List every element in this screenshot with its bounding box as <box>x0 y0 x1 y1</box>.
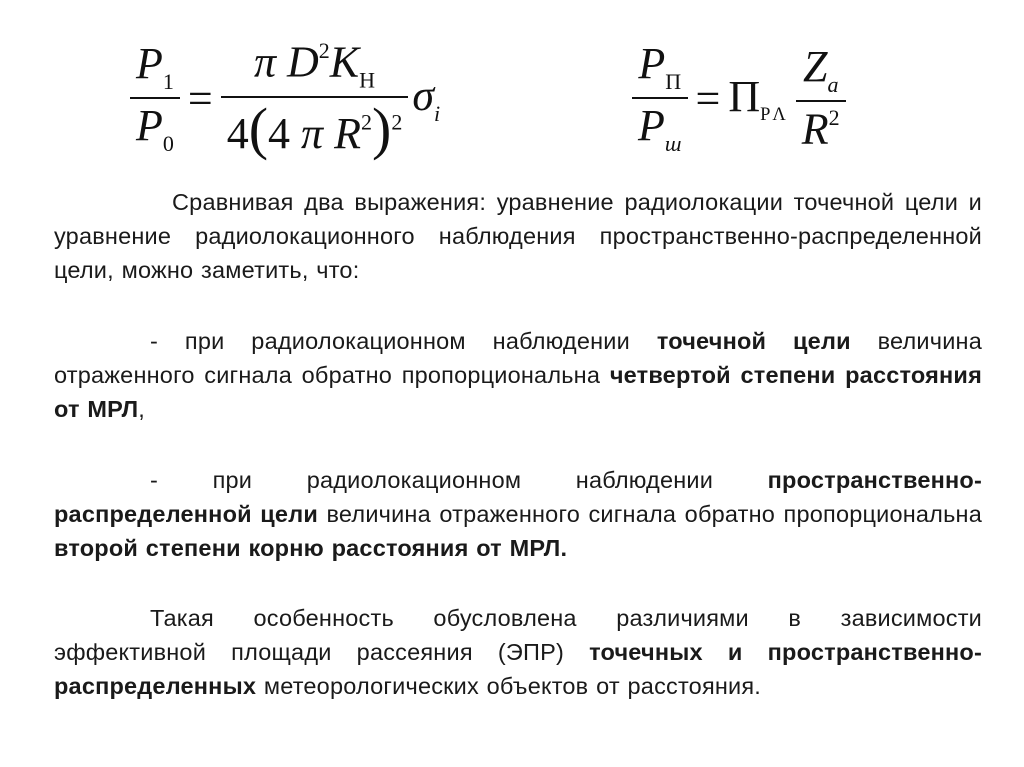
coef-4-outer: 4 <box>226 108 249 158</box>
subscript-0: 0 <box>162 130 174 156</box>
paragraph-distributed-target <box>54 463 982 565</box>
paragraph-point-target <box>54 324 982 426</box>
emphasis-text: второй степени корню расстояния от МРЛ. <box>54 535 568 561</box>
equals-sign: = <box>187 73 213 123</box>
radar-equation-point-target <box>130 28 440 168</box>
paragraph-comparison <box>54 185 982 287</box>
emphasis-text: четвертой степени расстояния от МРЛ <box>54 362 982 422</box>
exponent-2: 2 <box>391 109 403 135</box>
capital-pi-symbol: Π <box>728 71 761 121</box>
fraction-bar <box>632 97 688 99</box>
subscript-rl: РΛ <box>760 104 788 125</box>
coefficient-fraction <box>221 37 409 161</box>
symbol-z: Z <box>802 41 828 91</box>
subscript-n: Н <box>359 67 376 93</box>
power-ratio-fraction <box>130 38 180 156</box>
exponent-2: 2 <box>828 104 840 130</box>
symbol-k: K <box>329 37 360 87</box>
symbol-d: D <box>287 37 319 87</box>
paragraph-epr-conclusion <box>54 601 982 703</box>
subscript-a: a <box>827 71 839 97</box>
emphasis-text: точечных и пространственно-распределенных <box>54 639 982 699</box>
left-paren: ( <box>248 95 269 161</box>
symbol-r: R <box>334 108 361 158</box>
pi-symbol: π <box>301 108 324 158</box>
pi-symbol: π <box>253 37 277 87</box>
paragraph-text: - при радиолокационном наблюдении <box>150 467 768 493</box>
paragraph-text: Сравнивая два выражения: уравнение радиолокации точечной цели и уравнение радиолокационного наблюдения пространственно-распределенной цели, можно заметить, что: <box>54 189 982 283</box>
symbol-r: R <box>801 104 829 154</box>
emphasis-text: точечной цели <box>656 328 851 354</box>
symbol-p1: P <box>136 38 163 88</box>
coef-4-inner: 4 <box>268 108 291 158</box>
reflectivity-fraction <box>796 41 846 154</box>
exponent-2: 2 <box>360 109 372 135</box>
paragraph-text: - при радиолокационном наблюдении <box>150 328 657 354</box>
subscript-1: 1 <box>162 68 174 94</box>
paragraph-text: величина отраженного сигнала обратно пропорциональна <box>317 501 982 527</box>
subscript-i: i <box>434 100 441 126</box>
power-ratio-fraction <box>632 38 688 156</box>
equals-sign: = <box>695 73 721 123</box>
paragraph-text: величина отраженного сигнала обратно пропорциональна <box>54 328 982 388</box>
right-paren: ) <box>371 95 392 161</box>
symbol-p0: P <box>136 100 163 150</box>
fraction-bar <box>796 100 846 102</box>
emphasis-text: пространственно-распределенной цели <box>54 467 982 527</box>
subscript-p: П <box>665 68 682 94</box>
exponent-2: 2 <box>318 38 330 64</box>
subscript-sh: ш <box>664 130 682 156</box>
symbol-p: P <box>638 38 666 88</box>
paragraph-text: метеорологических объектов от расстояния. <box>256 673 762 699</box>
sigma-symbol: σ <box>412 70 435 120</box>
radar-equation-distributed-target <box>632 38 846 158</box>
symbol-p: P <box>638 100 665 150</box>
fraction-bar <box>130 97 180 99</box>
paragraph-text: Такая особенность обусловлена различиями в зависимости эффективной площади рассеяния (ЭПР) <box>54 605 982 665</box>
paragraph-text: , <box>138 396 146 422</box>
